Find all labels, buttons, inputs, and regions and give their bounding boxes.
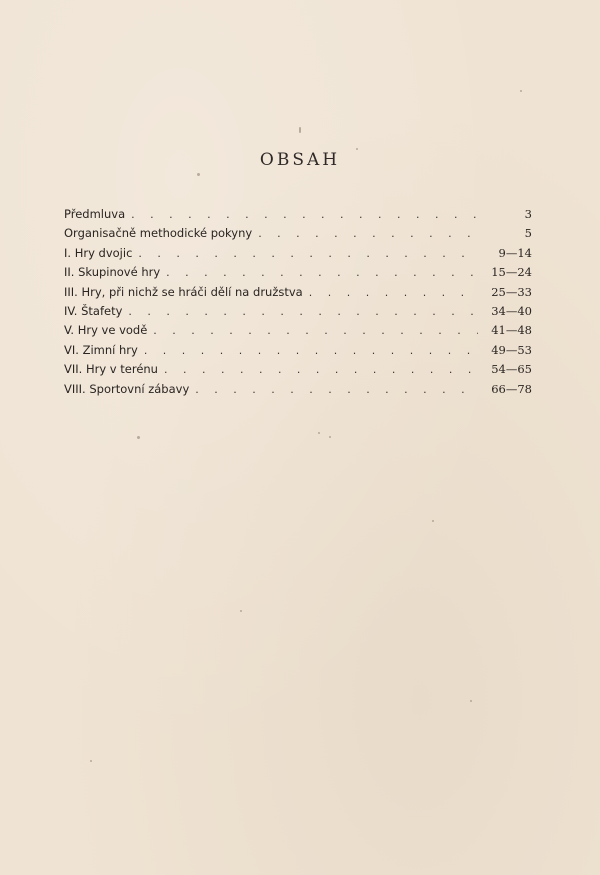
paper-speck [137,436,140,439]
toc-leader-dots [258,224,478,243]
toc-leader-dots [138,244,478,263]
toc-entry-page: 49—53 [491,342,532,357]
paper-speck [90,760,92,762]
toc-entry-chapter-5 [64,321,532,340]
toc-entry-chapter-7 [64,360,532,379]
toc-entry-label: II. Skupinové hry [64,265,161,280]
paper-speck [318,432,320,434]
toc-entry-label: Organisačně methodické pokyny [64,226,253,241]
toc-leader-dots [309,283,478,302]
toc-entry-preface [64,205,532,224]
toc-entry-page: 54—65 [491,362,532,377]
toc-entry-page: 15—24 [491,265,532,280]
toc-leader-dots [164,360,478,379]
toc-leader-dots [144,341,478,360]
paper-speck [520,90,522,92]
toc-entry-page: 5 [524,226,532,241]
toc-entry-chapter-6 [64,341,532,360]
paper-speck [356,148,358,150]
paper-speck [240,610,242,612]
toc-entry-chapter-3 [64,283,532,302]
toc-entry-page: 3 [524,207,532,221]
toc-leader-dots [128,302,478,321]
toc-entry-organisational-guidelines [64,224,532,243]
toc-entry-page: 41—48 [491,323,532,338]
toc-entry-chapter-8 [64,380,532,399]
toc-entry-label: Předmluva [64,207,126,221]
toc-entry-label: III. Hry, při nichž se hráči dělí na družstva [64,284,303,299]
toc-leader-dots [166,263,478,282]
toc-entry-page: 9—14 [498,245,532,260]
paper-speck [329,436,331,438]
toc-entry-chapter-1 [64,244,532,263]
paper-speck [432,520,434,522]
toc-leader-dots [131,205,478,224]
toc-entry-page: 66—78 [491,381,532,396]
toc-entry-chapter-4 [64,302,532,321]
toc-entry-label: I. Hry dvojic [64,245,133,260]
toc-entry-label: V. Hry ve vodě [64,323,148,338]
toc-leader-dots [153,321,478,340]
page-title: OBSAH [259,150,341,170]
toc-entry-label: IV. Štafety [64,303,123,318]
paper-speck [470,700,472,702]
toc-entry-label: VII. Hry v terénu [64,362,158,377]
toc-leader-dots [195,380,478,399]
toc-entry-page: 25—33 [491,284,532,299]
paper-speck [197,173,200,176]
toc-entry-chapter-2 [64,263,532,282]
paper-speck [299,127,301,133]
toc-entry-label: VIII. Sportovní zábavy [64,381,190,396]
toc-entry-label: VI. Zimní hry [64,342,138,357]
toc-entry-page: 34—40 [491,303,532,318]
table-of-contents [64,205,532,399]
